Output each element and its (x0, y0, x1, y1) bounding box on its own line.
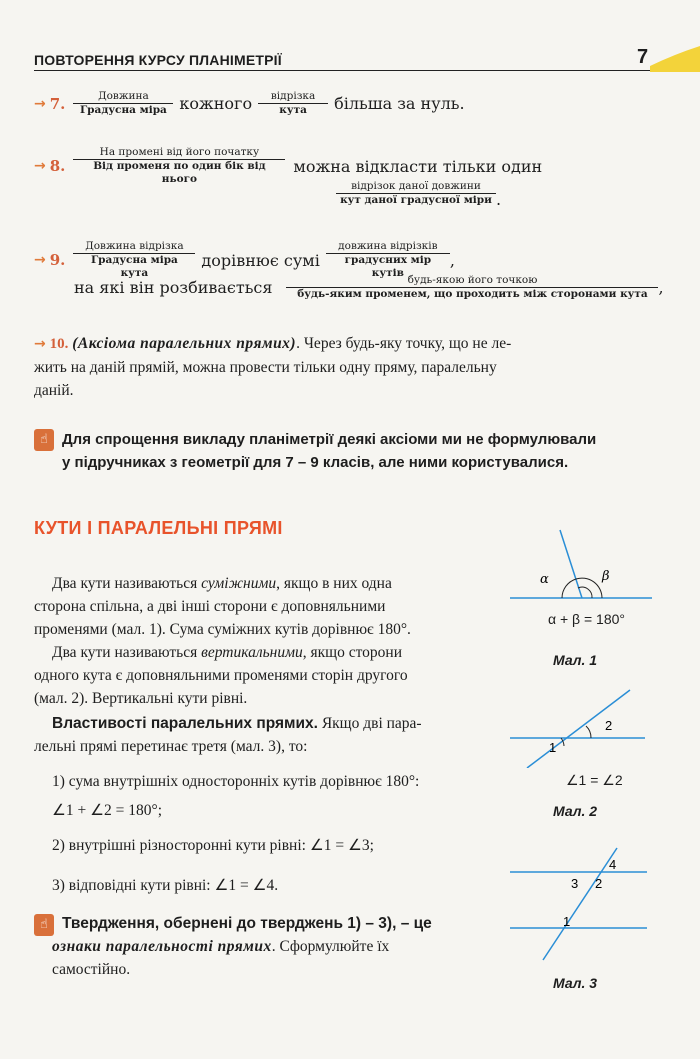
arrow-icon: → (34, 252, 46, 268)
fraction-bottom: кут даної градусної міри (340, 194, 492, 206)
alpha-label: α (540, 572, 549, 587)
text: . Сформулюйте їх (271, 938, 390, 955)
page-corner-accent (650, 40, 700, 72)
fraction-choice (286, 274, 658, 301)
angle-2-arc (586, 726, 591, 738)
angle-2-label: 2 (605, 718, 613, 733)
text-line: (мал. 2). Вертикальні кути рівні. (34, 690, 248, 707)
fraction-bottom: кута (279, 104, 307, 116)
fraction-choice (336, 180, 496, 207)
header-rule (34, 70, 656, 71)
section-title: КУТИ І ПАРАЛЕЛЬНІ ПРЯМІ (34, 518, 283, 538)
text-line: самостійно. (52, 961, 131, 978)
text: . (496, 190, 502, 209)
text-line: Для спрощення викладу планіметрії деякі аксіоми ми не формулювали (62, 431, 597, 448)
running-header: ПОВТОРЕННЯ КУРСУ ПЛАНІМЕТРІЇ (34, 52, 282, 68)
text-line: одного кута є доповняльними променями сторін другого (34, 667, 408, 684)
text: Якщо дві пара- (317, 715, 422, 732)
figure-1-adjacent-angles (510, 525, 660, 605)
fraction-bottom: Градусна міра кута (90, 254, 178, 279)
figure-1-caption: Мал. 1 (553, 652, 598, 668)
text: на які він розбивається (74, 278, 273, 297)
fraction-choice (258, 90, 328, 117)
text: кожного (179, 94, 253, 113)
axiom-9-continuation (74, 274, 664, 301)
fraction-bottom: Градусна міра (79, 104, 167, 116)
angle-4-label: 4 (609, 857, 617, 872)
text: . Через будь-яку точку, що не ле- (296, 335, 512, 352)
alpha-arc (562, 579, 576, 598)
text: більша за нуль. (334, 94, 465, 113)
angle-1-label: 1 (563, 914, 571, 929)
fraction-top: відрізка (258, 90, 328, 104)
axiom-title: (Аксіома паралельних прямих) (72, 335, 297, 352)
fraction-top: довжина відрізків (326, 240, 450, 254)
arrow-icon: → (34, 158, 46, 174)
text-line: даній. (34, 382, 74, 399)
property-1-equation: ∠1 + ∠2 = 180°; (52, 802, 163, 819)
item-number: 9. (49, 251, 66, 269)
figure-1-equation: α + β = 180° (548, 611, 626, 627)
note-aside (62, 428, 662, 474)
term: вертикальними (201, 644, 303, 661)
text-line: жить на даній прямій, можна провести тільки одну пряму, паралельну (34, 359, 497, 376)
angle-1-label: 1 (549, 740, 557, 755)
fraction-choice (73, 146, 285, 186)
text: Два кути називаються (52, 575, 202, 592)
text-line: променями (мал. 1). Сума суміжних кутів дорівнює 180°. (34, 621, 411, 638)
text-line: у підручниках з геометрії для 7 – 9 класів, але ними користувалися. (62, 454, 569, 471)
term: ознаки паралельності прямих (52, 938, 272, 955)
property-3: 3) відповідні кути рівні: ∠1 = ∠4. (52, 877, 279, 894)
fraction-choice (73, 90, 173, 117)
paragraph-parallel-properties (34, 712, 502, 758)
paragraph-vertical-angles (34, 641, 502, 710)
figure-3-caption: Мал. 3 (553, 975, 598, 991)
figure-2-caption: Мал. 2 (553, 803, 598, 819)
beta-arc (576, 578, 602, 598)
transversal (543, 848, 617, 960)
item-number: 8. (49, 157, 66, 175)
line (527, 690, 630, 768)
fraction-top: Довжина (73, 90, 173, 104)
item-number: 7. (49, 94, 66, 113)
angle-2-label: 2 (595, 876, 603, 891)
fraction-top: будь-якою його точкою (286, 274, 658, 288)
hand-icon: ☝ (34, 914, 54, 936)
text: , (449, 250, 455, 270)
arrow-icon: → (34, 95, 46, 112)
text: можна відкласти тільки один (293, 156, 543, 176)
axiom-7 (34, 90, 465, 117)
text-line: лельні прямі перетинає третя (мал. 3), то: (34, 738, 308, 755)
hand-icon: ☝ (34, 429, 54, 451)
text: дорівнює сумі (201, 250, 320, 270)
figure-3-parallel-lines (505, 842, 655, 962)
paragraph-adjacent-angles (34, 572, 502, 641)
note-converse-statements (52, 912, 502, 981)
text: , якщо в них одна (276, 575, 392, 592)
fraction-top: На промені від його початку (73, 146, 285, 160)
page-number: 7 (637, 46, 649, 68)
arrow-icon: → (34, 336, 46, 352)
text: Два кути називаються (52, 644, 202, 661)
property-1: 1) сума внутрішніх односторонніх кутів дорівнює 180°: (52, 773, 420, 790)
axiom-10 (34, 332, 660, 402)
beta-label: β (602, 569, 610, 584)
fraction-top: відрізок даної довжини (336, 180, 496, 194)
term: суміжними (201, 575, 277, 592)
fraction-bottom: Від променя по один бік від нього (93, 160, 266, 185)
property-2: 2) внутрішні різносторонні кути рівні: ∠1 = ∠3; (52, 837, 374, 854)
bold-lead: Властивості паралельних прямих. (52, 715, 318, 732)
fraction-top: Довжина відрізка (73, 240, 195, 254)
fraction-bottom: будь-яким променем, що проходить між сторонами кута (297, 288, 648, 300)
angle-3-label: 3 (571, 876, 579, 891)
fraction-bottom: градусних мір кутів (344, 254, 432, 279)
figure-2-equation: ∠1 = ∠2 (566, 772, 623, 788)
axiom-8-continuation (336, 180, 501, 207)
figure-2-vertical-angles (505, 688, 655, 768)
item-number: 10. (49, 336, 69, 352)
text: , якщо сторони (302, 644, 403, 661)
text-line: Твердження, обернені до тверджень 1) – 3), – це (62, 915, 432, 932)
text: , (658, 278, 664, 297)
text-line: сторона спільна, а дві інші сторони є доповняльними (34, 598, 386, 615)
